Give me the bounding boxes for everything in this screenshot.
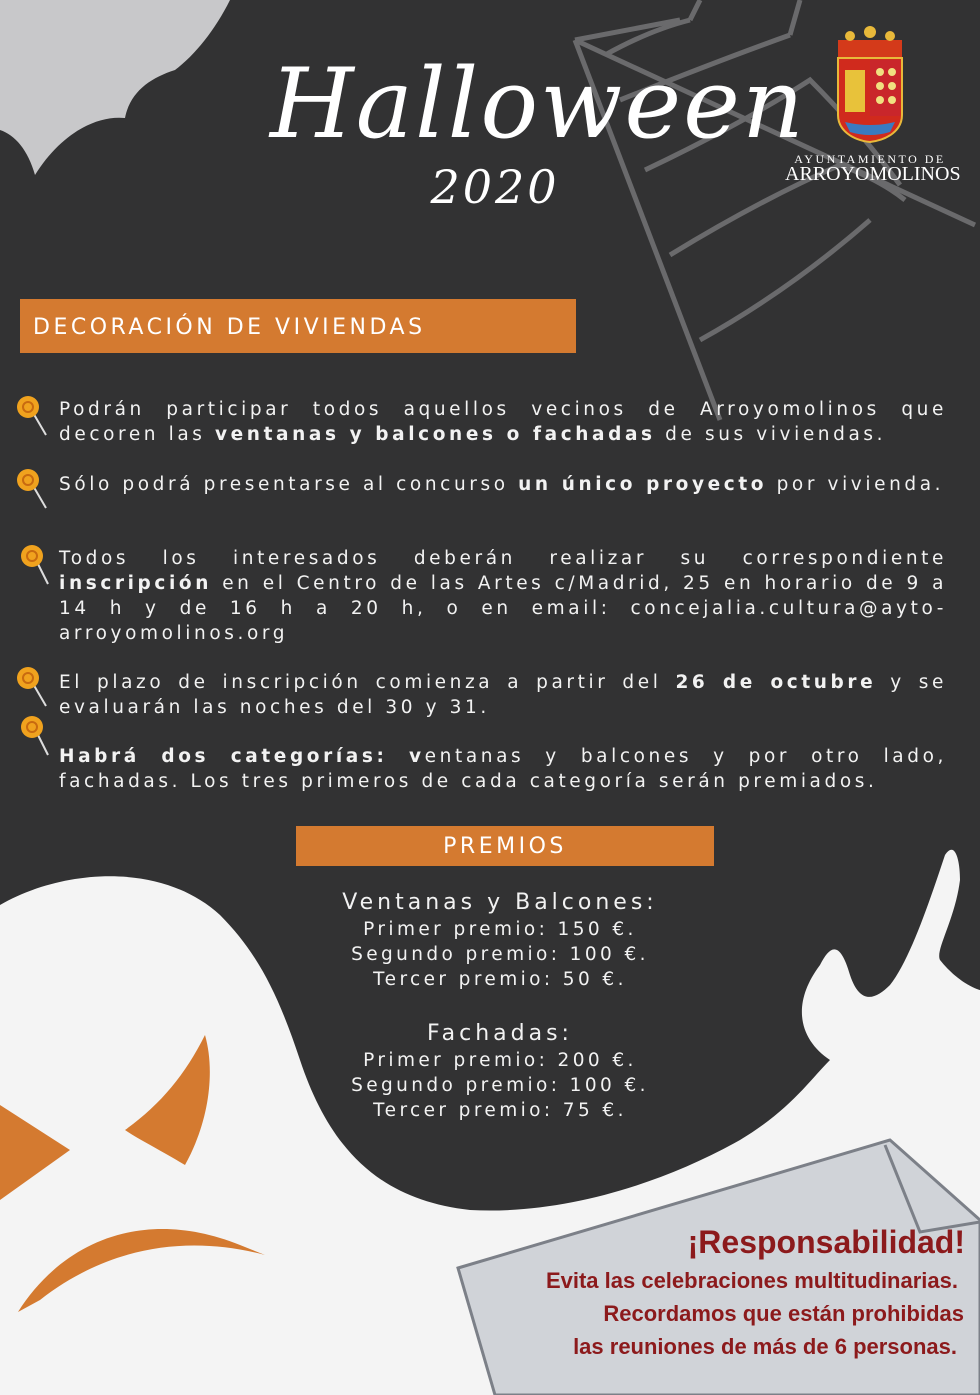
lollipop-icon — [14, 664, 54, 708]
lollipop-icon — [14, 542, 54, 586]
responsibility-title: ¡Responsabilidad! — [687, 1224, 965, 1260]
logo-line2: ARROYOMOLINOS — [785, 163, 961, 185]
prize-third: Tercer premio: 50 €. — [373, 969, 627, 990]
prize-heading: Ventanas y Balcones: — [342, 890, 658, 915]
bold-text: 26 de octubre — [675, 672, 877, 693]
coat-of-arms-icon — [838, 26, 902, 142]
text: Todos los interesados deberán realizar su correspondiente — [59, 548, 947, 569]
section-banner-premios: PREMIOS — [296, 826, 714, 866]
prize-third: Tercer premio: 75 €. — [373, 1100, 627, 1121]
bold-text: inscripción — [59, 573, 212, 594]
text: en el Centro de las Artes c/Madrid, 25 en horario de 9 a 14 h y de 16 h a 20 h, o en email: concejalia.cultura@ayto-arroyomolinos.org — [59, 573, 947, 644]
text: por vivienda. — [767, 474, 945, 495]
responsibility-line1: Evita las celebraciones multitudinarias. — [545, 1268, 958, 1293]
logo-line1: AYUNTAMIENTO DE — [794, 152, 946, 166]
lollipop-icon — [14, 466, 54, 510]
bold-text: Habrá dos categorías: v — [59, 746, 425, 767]
lollipop-icon — [14, 393, 54, 437]
prize-heading: Fachadas: — [427, 1021, 573, 1046]
responsibility-line3: las reuniones de más de 6 personas. — [573, 1334, 957, 1359]
text: y se evaluarán las noches del 30 y 31. — [59, 672, 948, 718]
prize-second: Segundo premio: 100 €. — [351, 944, 649, 965]
prizes-ventanas — [250, 889, 750, 992]
prize-second: Segundo premio: 100 €. — [351, 1075, 649, 1096]
text: de sus viviendas. — [655, 424, 887, 445]
bold-text: ventanas y balcones o fachadas — [215, 424, 656, 445]
lollipop-icon — [14, 713, 54, 757]
prize-first: Primer premio: 200 €. — [363, 1050, 637, 1071]
paragraph-single-project — [59, 472, 947, 497]
prizes-fachadas — [250, 1020, 750, 1123]
bat-icon — [0, 0, 230, 175]
poster-title: Halloween — [270, 48, 806, 160]
poster-year: 2020 — [430, 160, 560, 214]
section-banner-decoracion: DECORACIÓN DE VIVIENDAS — [20, 299, 576, 353]
paragraph-deadline — [59, 670, 947, 720]
paragraph-participation — [59, 397, 947, 447]
prize-first: Primer premio: 150 €. — [363, 919, 637, 940]
text: Podrán participar todos aquellos vecinos de Arroyomolinos que decoren las — [59, 399, 947, 445]
paragraph-registration — [59, 546, 947, 646]
text: entanas y balcones y por otro lado, fachadas. Los tres primeros de cada categoría serán premiados. — [59, 746, 947, 792]
paragraph-categories — [59, 744, 947, 794]
responsibility-line2: Recordamos que están prohibidas — [603, 1301, 964, 1326]
bold-text: un único proyecto — [518, 474, 768, 495]
text: Sólo podrá presentarse al concurso — [59, 474, 519, 495]
text: El plazo de inscripción comienza a partir del — [59, 672, 676, 693]
